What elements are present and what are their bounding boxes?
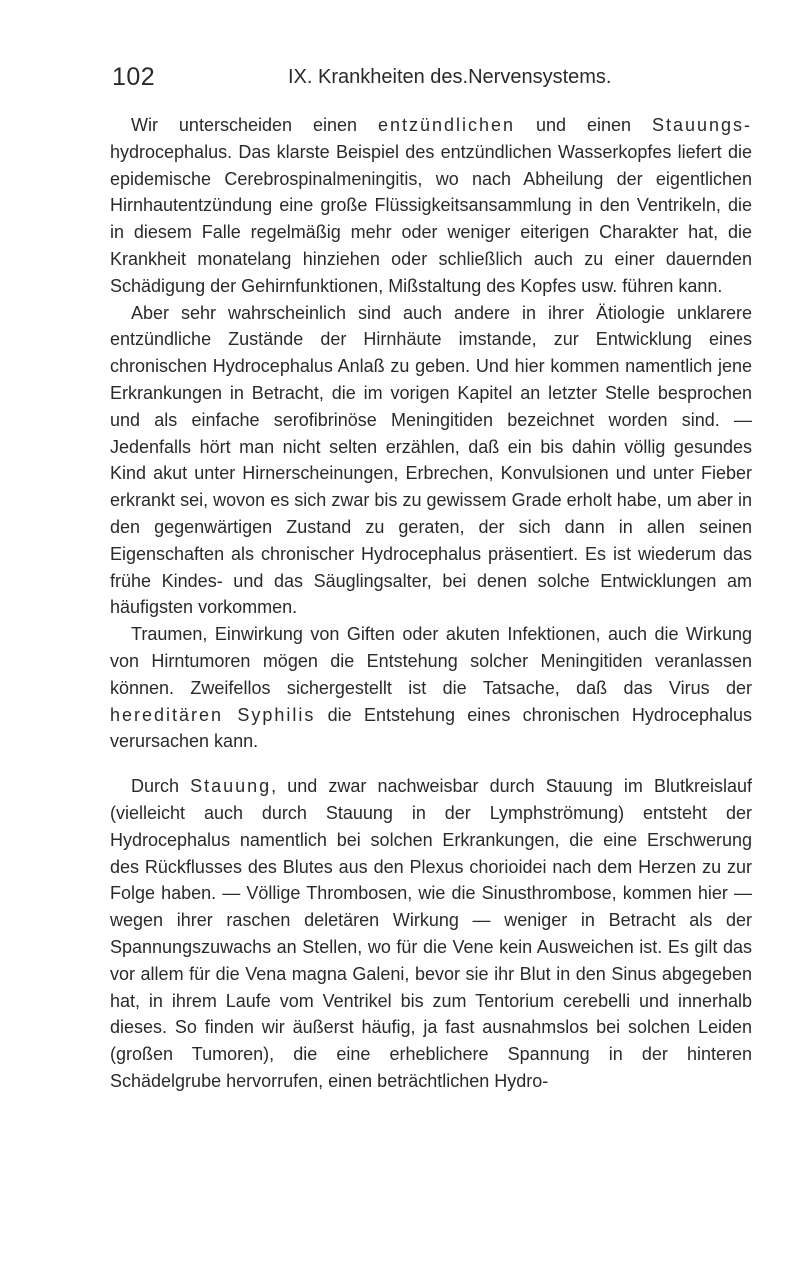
running-title: IX. Krankheiten des.Nervensystems. <box>288 66 612 88</box>
page-number: 102 <box>112 63 156 91</box>
paragraph-3-text-c: die Entstehung eines chronischen Hydrocephalus verursachen kann. <box>110 704 752 752</box>
paragraph-4 <box>110 773 752 1095</box>
page-header <box>112 60 752 94</box>
paragraph-4-text-a: Durch <box>131 776 191 797</box>
paragraph-3 <box>110 621 752 755</box>
emphasis-stauung: Stauung <box>190 776 272 797</box>
paragraph-4-text-c: , und zwar nachweisbar durch Stauung im Blutkreislauf (vielleicht auch durch Stauung in der Lymphströmung) entsteht der Hydrocephalus namentlich bei solchen Erkrankungen, die eine Erschwerung des Rückflusses des Blutes aus den Plexus chorioidei nach dem Herzen zu zur Folge haben. — Völlige Thrombosen, wie die Sinusthrombose, kommen hier — wegen ihrer raschen deletären Wirkung — weniger in Betracht als der Spannungszuwachs an Stellen, wo für die Vene kein Ausweichen ist. Es gilt das vor allem für die Vena magna Galeni, bevor sie ihr Blut in den Sinus abgegeben hat, in ihrem Laufe vom Ventrikel bis zum Tentorium cerebelli und innerhalb dieses. So finden wir äußerst häufig, ja fast ausnahmslos bei solchen Leiden (großen Tumoren), die eine erheblichere Spannung in der hinteren Schädelgrube hervorrufen, einen beträchtlichen Hydro- <box>110 776 752 1091</box>
emphasis-entzuendlichen: entzündlichen <box>377 115 516 135</box>
emphasis-stauungs: Stauungs- <box>651 115 752 135</box>
paragraph-gap <box>110 755 752 773</box>
body-text <box>110 112 752 1095</box>
paragraph-1-text-e: hydrocephalus. Das klarste Beispiel des entzündlichen Wasserkopfes liefert die epidemische Cerebrospinalmeningitis, wo nach Abheilung der eigentlichen Hirnhautentzündung eine große Flüssigkeitsansammlung in den Ventrikeln, die in diesem Falle regelmäßig mehr oder weniger eiterigen Charakter hat, die Krankheit monatelang hinziehen oder schließlich auch zu einer dauernden Schädigung der Gehirnfunktionen, Mißstaltung des Kopfes usw. führen kann. <box>110 141 752 296</box>
paragraph-1-text-a: Wir unterscheiden einen <box>131 115 378 135</box>
paragraph-1 <box>110 112 752 300</box>
paragraph-3-text-a: Traumen, Einwirkung von Giften oder akuten Infektionen, auch die Wirkung von Hirntumoren mögen die Entstehung solcher Meningitiden veranlassen können. Zweifellos sichergestellt ist die Tatsache, daß das Virus der <box>110 624 752 698</box>
paragraph-1-text-c: und einen <box>515 115 652 135</box>
emphasis-hereditaeren-syphilis: hereditären Syphilis <box>110 704 316 725</box>
paragraph-2: Aber sehr wahrscheinlich sind auch andere in ihrer Ätiologie unklarere entzündliche Zustände der Hirnhäute imstande, zur Entwicklung eines chronischen Hydrocephalus Anlaß zu geben. Und hier kommen namentlich jene Erkrankungen in Betracht, die im vorigen Kapitel an letzter Stelle besprochen und als einfache serofibrinöse Meningitiden bezeichnet worden sind. — Jedenfalls hört man nicht selten erzählen, daß ein bis dahin völlig gesundes Kind akut unter Hirnerscheinungen, Erbrechen, Konvulsionen und unter Fieber erkrankt sei, wovon es sich zwar bis zu gewissem Grade erholt habe, um aber in den gegenwärtigen Zustand zu geraten, der sich dann in allen seinen Eigenschaften als chronischer Hydrocephalus präsentiert. Es ist wiederum das frühe Kindes- und das Säuglingsalter, bei denen solche Entwicklungen am häufigsten vorkommen. <box>110 302 752 618</box>
